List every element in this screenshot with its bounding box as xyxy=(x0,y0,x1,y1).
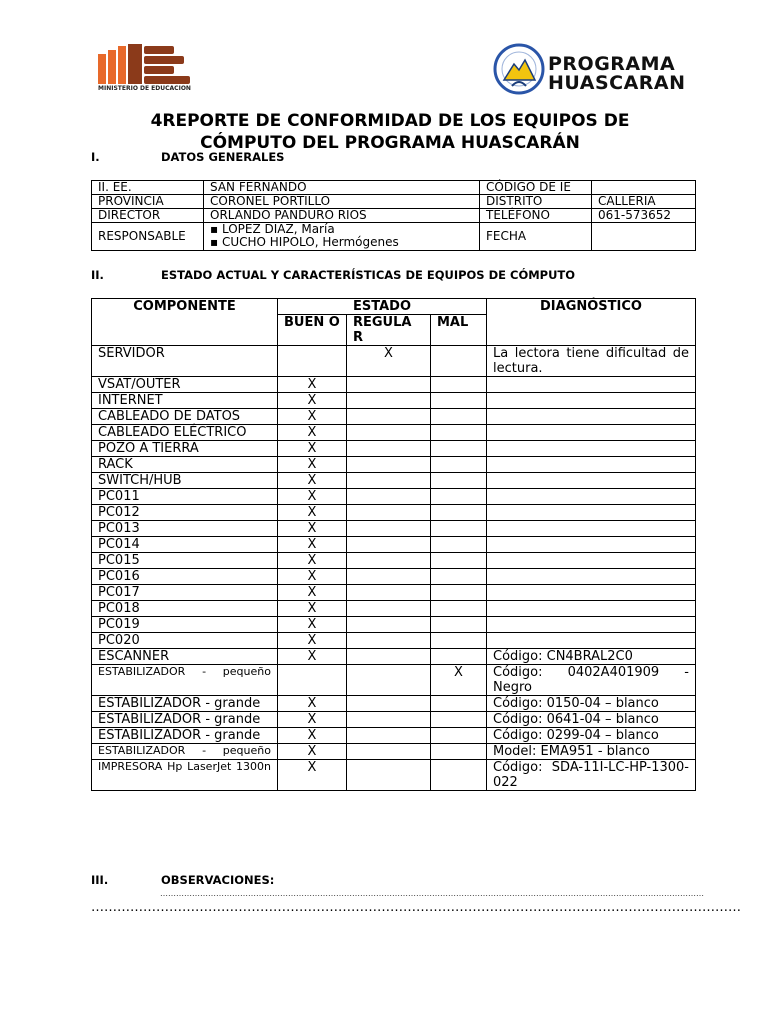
mal-cell xyxy=(431,617,487,633)
component-cell: POZO A TIERRA xyxy=(92,441,278,457)
bueno-cell xyxy=(278,665,347,696)
table-row xyxy=(92,393,696,409)
regular-cell xyxy=(347,585,431,601)
diagnostico-cell xyxy=(487,601,696,617)
mal-cell xyxy=(431,393,487,409)
regular-cell xyxy=(347,553,431,569)
component-cell: SERVIDOR xyxy=(92,346,278,377)
diagnostico-cell xyxy=(487,553,696,569)
table-row xyxy=(92,744,696,760)
huascaran-logo xyxy=(492,42,692,96)
regular-cell xyxy=(347,473,431,489)
component-cell: PC018 xyxy=(92,601,278,617)
mal-cell xyxy=(431,346,487,377)
regular-cell xyxy=(347,728,431,744)
ie-label: II. EE. xyxy=(92,181,204,195)
bueno-cell: X xyxy=(278,728,347,744)
mal-cell xyxy=(431,649,487,665)
bueno-cell: X xyxy=(278,521,347,537)
diagnostico-cell xyxy=(487,473,696,489)
diagnostico-cell: Código: 0402A401909 - Negro xyxy=(487,665,696,696)
regular-cell xyxy=(347,760,431,791)
bueno-cell: X xyxy=(278,569,347,585)
regular-cell xyxy=(347,569,431,585)
bueno-cell: X xyxy=(278,696,347,712)
componente-header: COMPONENTE xyxy=(92,299,278,346)
regular-cell xyxy=(347,744,431,760)
equipment-table xyxy=(91,298,696,791)
bueno-cell: X xyxy=(278,744,347,760)
diagnostico-cell xyxy=(487,617,696,633)
telefono-label: TELÉFONO xyxy=(480,209,592,223)
diagnostico-cell xyxy=(487,377,696,393)
component-cell: ESTABILIZADOR - grande xyxy=(92,712,278,728)
diagnostico-cell: Model: EMA951 - blanco xyxy=(487,744,696,760)
mal-cell xyxy=(431,521,487,537)
table-row xyxy=(92,760,696,791)
fecha-label: FECHA xyxy=(480,223,592,251)
table-row xyxy=(92,728,696,744)
mal-cell xyxy=(431,457,487,473)
mal-cell xyxy=(431,409,487,425)
diagnostico-cell xyxy=(487,489,696,505)
bueno-cell: X xyxy=(278,489,347,505)
regular-cell: X xyxy=(347,346,431,377)
diagnostico-cell xyxy=(487,393,696,409)
regular-cell xyxy=(347,521,431,537)
fecha-value xyxy=(592,223,696,251)
bueno-cell: X xyxy=(278,649,347,665)
distrito-value: CALLERIA xyxy=(592,195,696,209)
bueno-cell: X xyxy=(278,473,347,489)
estado-header: ESTADO xyxy=(278,299,487,315)
component-cell: PC015 xyxy=(92,553,278,569)
diagnostico-cell xyxy=(487,569,696,585)
mal-cell xyxy=(431,585,487,601)
observations-line-1: …………………………………………………………………………………………………………………………………………………………………………………… xyxy=(160,889,704,898)
ie-value: SAN FERNANDO xyxy=(204,181,480,195)
bueno-cell: X xyxy=(278,712,347,728)
huascaran-emblem-icon xyxy=(492,42,546,96)
telefono-value: 061-573652 xyxy=(592,209,696,223)
ministerio-logo-text: MINISTERIO DE EDUCACION xyxy=(98,85,191,92)
diagnostico-cell: La lectora tiene dificultad de lectura. xyxy=(487,346,696,377)
regular-cell xyxy=(347,537,431,553)
distrito-label: DISTRITO xyxy=(480,195,592,209)
huascaran-logo-text: PROGRAMA HUASCARAN xyxy=(548,53,686,94)
regular-cell xyxy=(347,393,431,409)
mal-cell xyxy=(431,441,487,457)
bueno-cell: X xyxy=(278,553,347,569)
component-cell: CABLEADO ELÉCTRICO xyxy=(92,425,278,441)
table-row xyxy=(92,473,696,489)
bueno-cell: X xyxy=(278,393,347,409)
codigo-label: CÓDIGO DE IE xyxy=(480,181,592,195)
provincia-label: PROVINCIA xyxy=(92,195,204,209)
table-row xyxy=(92,489,696,505)
responsable-item: ▪ CUCHO HIPOLO, Hermógenes xyxy=(210,235,399,249)
regular-cell xyxy=(347,441,431,457)
page-title: 4REPORTE DE CONFORMIDAD DE LOS EQUIPOS DE CÓMPUTO DEL PROGRAMA HUASCARÁN xyxy=(150,111,630,153)
component-cell: ESTABILIZADOR - grande xyxy=(92,728,278,744)
bueno-cell: X xyxy=(278,601,347,617)
responsable-item: ▪ LOPEZ DIAZ, María xyxy=(210,222,335,236)
regular-cell xyxy=(347,696,431,712)
table-row xyxy=(92,457,696,473)
table-row xyxy=(92,409,696,425)
mal-cell xyxy=(431,553,487,569)
table-row xyxy=(92,425,696,441)
regular-cell xyxy=(347,377,431,393)
diagnostico-header: DIAGNÓSTICO xyxy=(487,299,696,346)
component-cell: RACK xyxy=(92,457,278,473)
table-row xyxy=(92,649,696,665)
diagnostico-cell: Código: CN4BRAL2C0 xyxy=(487,649,696,665)
regular-cell xyxy=(347,617,431,633)
director-value: ORLANDO PANDURO RIOS xyxy=(204,209,480,223)
mal-cell xyxy=(431,489,487,505)
component-cell: ESTABILIZADOR - grande xyxy=(92,696,278,712)
mal-cell xyxy=(431,744,487,760)
diagnostico-cell xyxy=(487,409,696,425)
table-row xyxy=(92,569,696,585)
table-row xyxy=(92,712,696,728)
mal-cell: X xyxy=(431,665,487,696)
bueno-cell: X xyxy=(278,760,347,791)
table-row xyxy=(92,585,696,601)
diagnostico-cell: Código: 0299-04 – blanco xyxy=(487,728,696,744)
diagnostico-cell xyxy=(487,537,696,553)
mal-cell xyxy=(431,712,487,728)
bueno-cell: X xyxy=(278,633,347,649)
provincia-value: CORONEL PORTILLO xyxy=(204,195,480,209)
table-row xyxy=(92,617,696,633)
general-data-table xyxy=(91,180,696,251)
component-cell: PC017 xyxy=(92,585,278,601)
mal-cell xyxy=(431,425,487,441)
component-cell: SWITCH/HUB xyxy=(92,473,278,489)
table-row xyxy=(92,537,696,553)
diagnostico-cell xyxy=(487,585,696,601)
table-row xyxy=(92,665,696,696)
bueno-cell xyxy=(278,346,347,377)
mal-cell xyxy=(431,537,487,553)
component-cell: PC012 xyxy=(92,505,278,521)
mal-cell xyxy=(431,696,487,712)
table-row xyxy=(92,633,696,649)
regular-cell xyxy=(347,457,431,473)
component-cell: INTERNET xyxy=(92,393,278,409)
bueno-cell: X xyxy=(278,425,347,441)
bueno-cell: X xyxy=(278,505,347,521)
table-row xyxy=(92,521,696,537)
diagnostico-cell xyxy=(487,425,696,441)
table-row xyxy=(92,346,696,377)
mal-cell xyxy=(431,633,487,649)
component-cell: IMPRESORA Hp LaserJet 1300n xyxy=(92,760,278,791)
component-cell: PC019 xyxy=(92,617,278,633)
component-cell: ESCANNER xyxy=(92,649,278,665)
regular-cell xyxy=(347,712,431,728)
component-cell: PC014 xyxy=(92,537,278,553)
codigo-value xyxy=(592,181,696,195)
regular-cell xyxy=(347,505,431,521)
regular-cell xyxy=(347,489,431,505)
regular-cell xyxy=(347,409,431,425)
regular-cell xyxy=(347,601,431,617)
diagnostico-cell xyxy=(487,633,696,649)
mal-cell xyxy=(431,569,487,585)
component-cell: CABLEADO DE DATOS xyxy=(92,409,278,425)
observations-line-2: …………………………………………………………………………………………………………………………………… xyxy=(91,900,741,915)
component-cell: ESTABILIZADOR - pequeño xyxy=(92,744,278,760)
responsable-label: RESPONSABLE xyxy=(92,223,204,251)
bueno-cell: X xyxy=(278,441,347,457)
diagnostico-cell xyxy=(487,505,696,521)
component-cell: PC013 xyxy=(92,521,278,537)
diagnostico-cell: Código: SDA-11I-LC-HP-1300-022 xyxy=(487,760,696,791)
regular-cell xyxy=(347,665,431,696)
ministerio-logo xyxy=(96,44,196,96)
component-cell: PC016 xyxy=(92,569,278,585)
mal-cell xyxy=(431,601,487,617)
regular-cell xyxy=(347,633,431,649)
bueno-cell: X xyxy=(278,617,347,633)
bueno-cell: X xyxy=(278,409,347,425)
table-row xyxy=(92,696,696,712)
mal-cell xyxy=(431,505,487,521)
regular-header: REGULA R xyxy=(347,315,431,346)
diagnostico-cell: Código: 0641-04 – blanco xyxy=(487,712,696,728)
table-row xyxy=(92,377,696,393)
regular-cell xyxy=(347,425,431,441)
mal-header: MAL xyxy=(431,315,487,346)
mal-cell xyxy=(431,728,487,744)
regular-cell xyxy=(347,649,431,665)
diagnostico-cell: Código: 0150-04 – blanco xyxy=(487,696,696,712)
component-cell: ESTABILIZADOR - pequeño xyxy=(92,665,278,696)
bueno-cell: X xyxy=(278,377,347,393)
table-row xyxy=(92,601,696,617)
diagnostico-cell xyxy=(487,441,696,457)
diagnostico-cell xyxy=(487,521,696,537)
director-label: DIRECTOR xyxy=(92,209,204,223)
responsable-value xyxy=(204,223,480,251)
bueno-cell: X xyxy=(278,537,347,553)
bueno-cell: X xyxy=(278,585,347,601)
mal-cell xyxy=(431,473,487,489)
mal-cell xyxy=(431,377,487,393)
bueno-cell: X xyxy=(278,457,347,473)
bueno-header: BUEN O xyxy=(278,315,347,346)
component-cell: PC020 xyxy=(92,633,278,649)
mal-cell xyxy=(431,760,487,791)
component-cell: VSAT/OUTER xyxy=(92,377,278,393)
table-row xyxy=(92,441,696,457)
diagnostico-cell xyxy=(487,457,696,473)
component-cell: PC011 xyxy=(92,489,278,505)
table-row xyxy=(92,505,696,521)
table-row xyxy=(92,553,696,569)
